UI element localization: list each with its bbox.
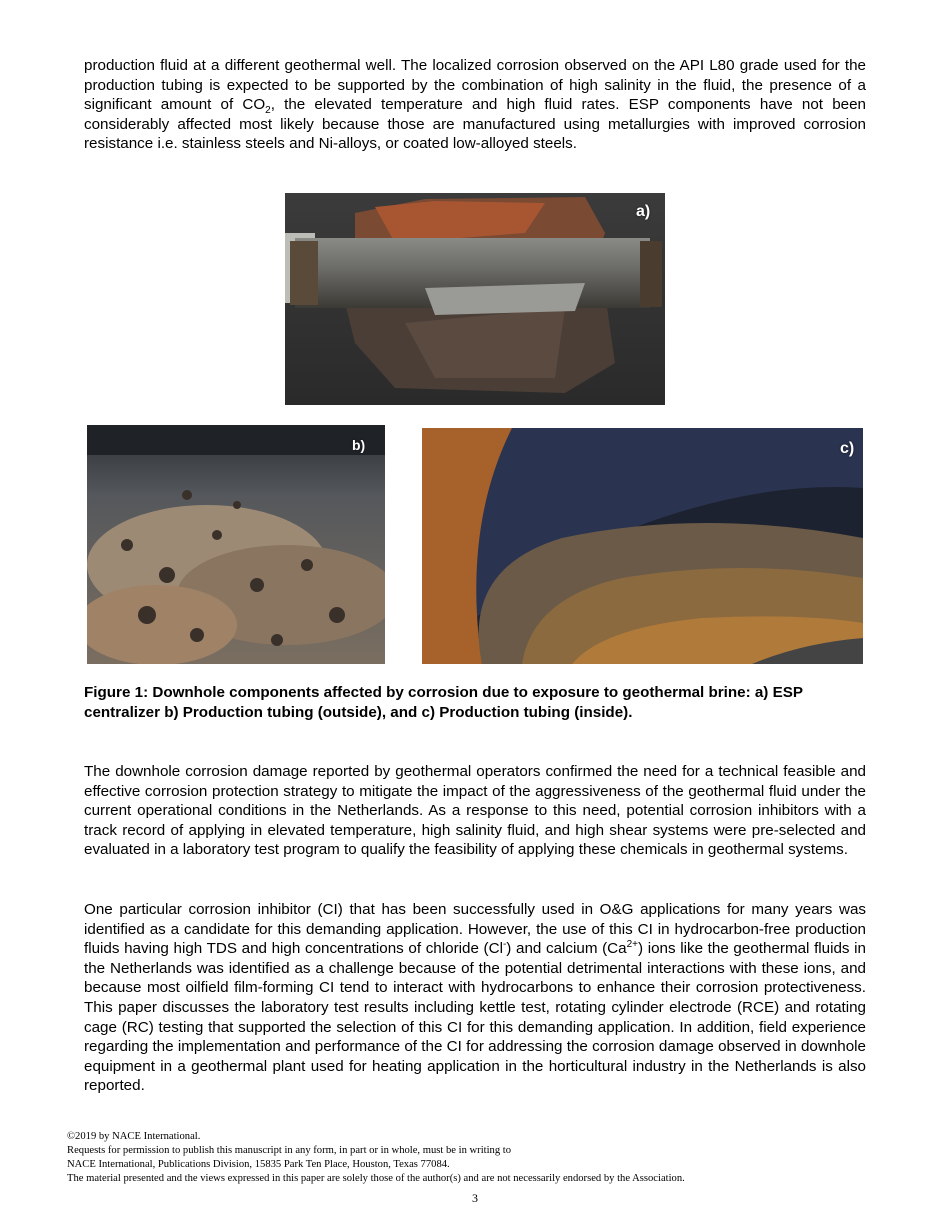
figure-a-label: a)	[636, 203, 651, 220]
copyright-footer	[67, 1130, 867, 1186]
footer-address: NACE International, Publications Division, 15835 Park Ten Place, Houston, Texas 77084.	[67, 1159, 450, 1170]
paragraph-intro-continued: production fluid at a different geothermal well. The localized corrosion observed on the API L80 grade used for the production tubing is expected to be supported by the combination of high salinity in the fluid, the presence of a significant amount of $CO_2$, the elevated temperature and high fluid rates. ESP components have not been considerably affected most likely because those are manufactured using metallurgies with improved corrosion resistance i.e. stainless steels and Ni-alloys, or coated low-alloyed steels.	[84, 57, 866, 153]
figure-caption: Figure 1: Downhole components affected by corrosion due to exposure to geothermal brine: a) ESP centralizer b) Production tubing (outside), and c) Production tubing (inside).	[84, 684, 803, 721]
footer-copyright: ©2019 by NACE International.	[67, 1131, 201, 1142]
page-number: 3	[472, 1191, 478, 1205]
figure-c-label: c)	[840, 440, 855, 457]
figure-c-tubing-inside-photo	[422, 428, 863, 664]
paragraph-corrosion-need: The downhole corrosion damage reported by geothermal operators confirmed the need for a technical feasible and effective corrosion protection strategy to mitigate the impact of the aggressiveness of the geothermal fluid under the current operational conditions in the Netherlands. As a response to this need, potential corrosion inhibitors with a track record of applying in elevated temperature, high salinity fluid, and high shear systems were pre-selected and evaluated in a laboratory test program to qualify the feasibility of applying these chemicals in geothermal systems.	[84, 763, 866, 859]
footer-disclaimer: The material presented and the views expressed in this paper are solely those of the author(s) and are not necessarily endorsed by the Association.	[67, 1173, 685, 1184]
figure-b-label: b)	[352, 437, 366, 453]
figure-b-tubing-outside-photo	[87, 425, 385, 664]
figure-a-esp-centralizer-photo	[285, 193, 665, 405]
paragraph-corrosion-inhibitor: One particular corrosion inhibitor (CI) that has been successfully used in O&G applications for many years was identified as a candidate for this demanding application. However, the use of this CI in hydrocarbon-free production fluids having high TDS and high concentrations of chloride (Cl-) and calcium $(Ca^{2+})$ ions like the geothermal fluids in the Netherlands was identified as a challenge because of the potential detrimental interactions with these ions, and because most oilfield film-forming CI tend to interact with hydrocarbons to enhance their corrosion protectiveness. This paper discusses the laboratory test results including kettle test, rotating cylinder electrode (RCE) and rotating cage (RC) testing that supported the selection of this CI for this demanding application. In addition, field experience regarding the implementation and performance of the CI for addressing the corrosion damage observed in downhole equipment in a geothermal plant used for heating application in the horticultural industry in the Netherlands is also reported.	[84, 901, 866, 1095]
footer-permission: Requests for permission to publish this manuscript in any form, in part or in whole, must be in writing to	[67, 1145, 512, 1156]
